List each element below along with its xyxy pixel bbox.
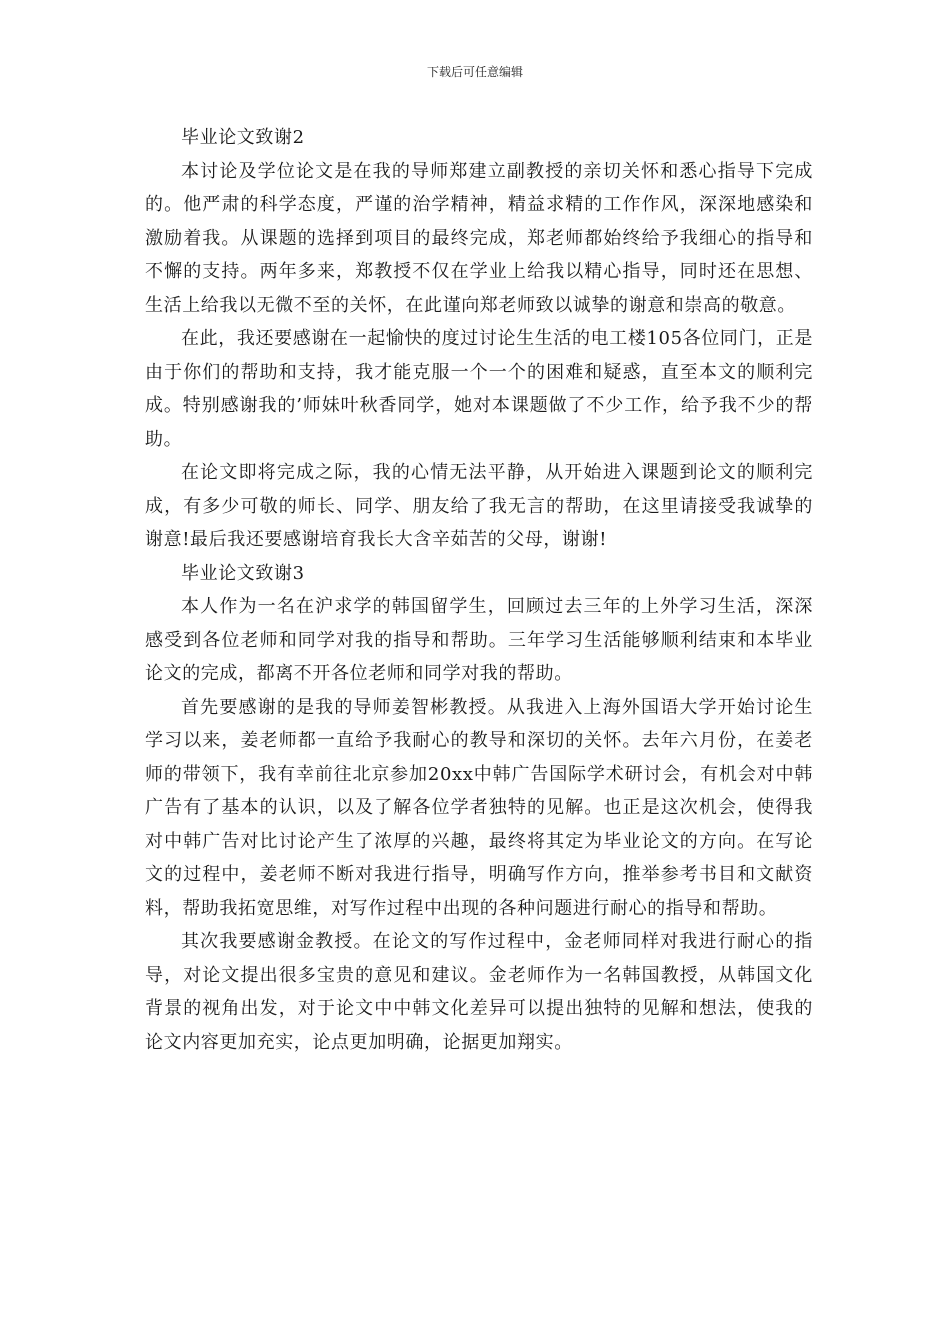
page-header-note: 下载后可任意编辑 <box>426 65 523 79</box>
section-heading: 毕业论文致谢2 <box>181 127 305 148</box>
paragraph: 在论文即将完成之际，我的心情无法平静，从开始进入课题到论文的顺利完成，有多少可敬的师长、同学、朋友给了我无言的帮助，在这里请接受我诚挚的谢意!最后我还要感谢培育我长大含辛茹苦的父母，谢谢! <box>145 462 813 550</box>
paragraph: 在此，我还要感谢在一起愉快的度过讨论生生活的电工楼105各位同门，正是由于你们的帮助和支持，我才能克服一个一个的困难和疑惑，直至本文的顺利完成。特别感谢我的’师妹叶秋香同学，她对本课题做了不少工作，给予我不少的帮助。 <box>145 328 813 450</box>
paragraph: 本人作为一名在沪求学的韩国留学生，回顾过去三年的上外学习生活，深深感受到各位老师和同学对我的指导和帮助。三年学习生活能够顺利结束和本毕业论文的完成，都离不开各位老师和同学对我的帮助。 <box>145 596 813 684</box>
paragraph: 其次我要感谢金教授。在论文的写作过程中，金老师同样对我进行耐心的指导，对论文提出很多宝贵的意见和建议。金老师作为一名韩国教授，从韩国文化背景的视角出发，对于论文中中韩文化差异可以提出独特的见解和想法，使我的论文内容更加充实，论点更加明确，论据更加翔实。 <box>145 931 813 1053</box>
paragraph: 本讨论及学位论文是在我的导师郑建立副教授的亲切关怀和悉心指导下完成的。他严肃的科学态度，严谨的治学精神，精益求精的工作作风，深深地感染和激励着我。从课题的选择到项目的最终完成，郑老师都始终给予我细心的指导和不懈的支持。两年多来，郑教授不仅在学业上给我以精心指导，同时还在思想、生活上给我以无微不至的关怀，在此谨向郑老师致以诚挚的谢意和崇高的敬意。 <box>145 160 813 316</box>
section-heading: 毕业论文致谢3 <box>181 562 305 584</box>
document-body <box>145 121 813 1059</box>
paragraph: 首先要感谢的是我的导师姜智彬教授。从我进入上海外国语大学开始讨论生学习以来，姜老师都一直给予我耐心的教导和深切的关怀。去年六月份，在姜老师的带领下，我有幸前往北京参加20xx中韩广告国际学术研讨会，有机会对中韩广告有了基本的认识，以及了解各位学者独特的见解。也正是这次机会，使得我对中韩广告对比讨论产生了浓厚的兴趣，最终将其定为毕业论文的方向。在写论文的过程中，姜老师不断对我进行指导，明确写作方向，推举参考书目和文献资料，帮助我拓宽思维，对写作过程中出现的各种问题进行耐心的指导和帮助。 <box>145 696 813 919</box>
